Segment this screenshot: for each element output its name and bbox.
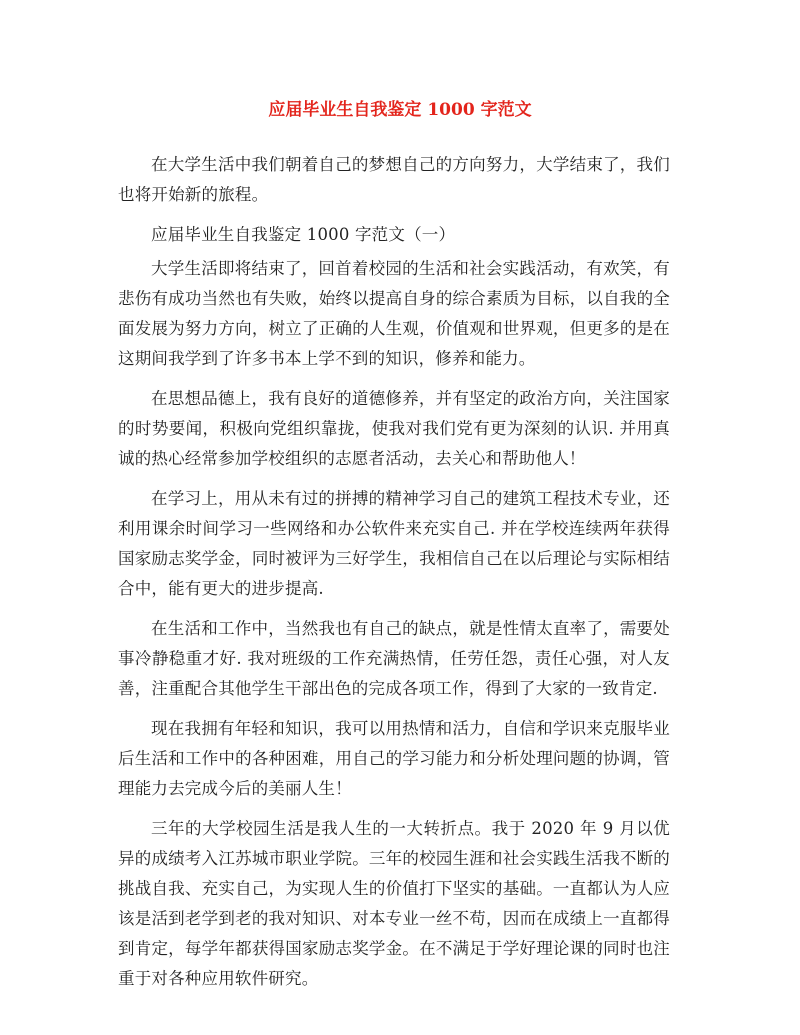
paragraph-intro: 在大学生活中我们朝着自己的梦想自己的方向努力，大学结束了，我们也将开始新的旅程。: [118, 155, 670, 204]
paragraph-subheading: 应届毕业生自我鉴定 1000 字范文（一）: [151, 225, 456, 244]
paragraph-future: 现在我拥有年轻和知识，我可以用热情和活力，自信和学识来克服毕业后生活和工作中的各种困难，用自己的学习能力和分析处理问题的协调，管理能力去完成今后的美丽人生！: [118, 719, 670, 798]
paragraph-morality: 在思想品德上，我有良好的道德修养，并有坚定的政治方向，关注国家的时势要闻，积极向党组织靠拢，使我对我们党有更为深刻的认识. 并用真诚的热心经常参加学校组织的志愿者活动，去关心和帮助他人！: [118, 389, 670, 468]
paragraph-turning-point: 三年的大学校园生活是我人生的一大转折点。我于 2020 年 9 月以优异的成绩考入江苏城市职业学院。三年的校园生涯和社会实践生活我不断的挑战自我、充实自己，为实现人生的价值打下坚实的基础。一直都认为人应该是活到老学到老的我对知识、对本专业一丝不苟，因而在成绩上一直都得到肯定，每学年都获得国家励志奖学金。在不满足于学好理论课的同时也注重于对各种应用软件研究。: [118, 819, 670, 988]
paragraph-college-life: 大学生活即将结束了，回首着校园的生活和社会实践活动，有欢笑，有悲伤有成功当然也有失败，始终以提高自身的综合素质为目标，以自我的全面发展为努力方向，树立了正确的人生观，价值观和世界观，但更多的是在这期间我学到了许多书本上学不到的知识，修养和能力。: [118, 259, 670, 368]
paragraph-study: 在学习上，用从未有过的拼搏的精神学习自己的建筑工程技术专业，还利用课余时间学习一些网络和办公软件来充实自己. 并在学校连续两年获得国家励志奖学金，同时被评为三好学生，我相信自己在以后理论与实际相结合中，能有更大的进步提高.: [118, 489, 670, 598]
paragraph-life-work: 在生活和工作中，当然我也有自己的缺点，就是性情太直率了，需要处事冷静稳重才好. 我对班级的工作充满热情，任劳任怨，责任心强，对人友善，注重配合其他学生干部出色的完成各项工作，得到了大家的一致肯定.: [118, 619, 670, 698]
document-body: [118, 150, 670, 1004]
document-title: 应届毕业生自我鉴定 1000 字范文: [268, 100, 532, 120]
